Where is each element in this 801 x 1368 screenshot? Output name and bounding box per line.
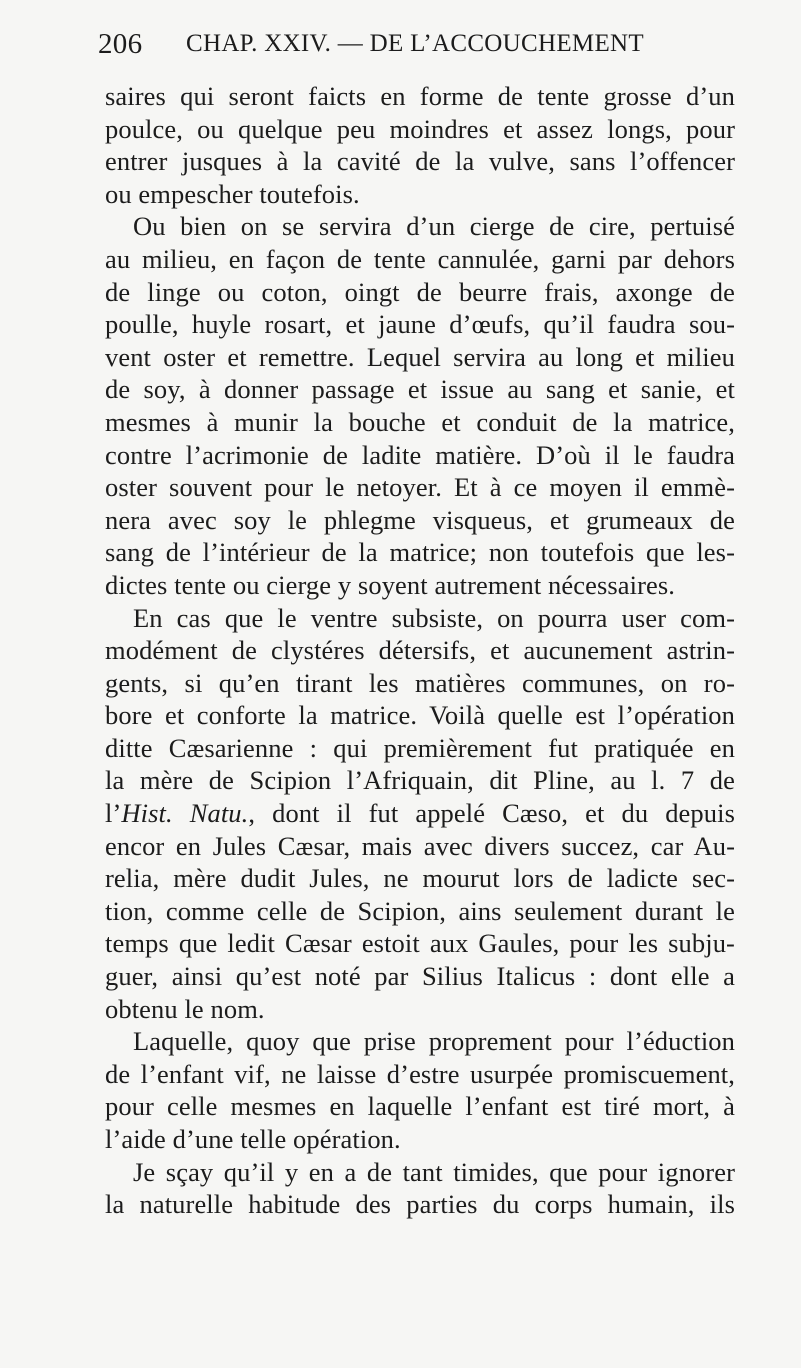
text-line: de soy, à donner passage et issue au sang et sanie, et [105, 374, 735, 405]
text-line: contre l’acrimonie de ladite matière. D’où il le faudra [105, 439, 735, 470]
text-line: de linge ou coton, oingt de beurre frais, axonge de [105, 276, 735, 307]
text-line: temps que ledit Cæsar estoit aux Gaules, pour les subju- [105, 928, 735, 959]
text-line: Je sçay qu’il y en a de tant timides, que pour ignorer [133, 1156, 735, 1187]
text-line: la mère de Scipion l’Afriquain, dit Pline, au l. 7 de [105, 765, 735, 796]
citation-title: Hist. Natu. [121, 798, 249, 829]
text-line: En cas que le ventre subsiste, on pourra user com- [133, 602, 735, 633]
text-line [105, 797, 735, 830]
text-line: ditte Cæsarienne : qui premièrement fut pratiquée en [105, 732, 735, 763]
text-line: sang de l’intérieur de la matrice; non toutefois que les- [105, 537, 735, 568]
body-text [105, 80, 735, 1221]
text-line: encor en Jules Cæsar, mais avec divers succez, car Au- [105, 830, 735, 861]
text-line: au milieu, en façon de tente cannulée, garni par dehors [105, 243, 735, 274]
running-head: CHAP. XXIV. — DE L’ACCOUCHEMENT [186, 30, 644, 57]
text-line: nera avec soy le phlegme visqueus, et grumeaux de [105, 504, 735, 535]
text-line: poulce, ou quelque peu moindres et assez longs, pour [105, 113, 735, 144]
page-header [98, 26, 728, 62]
line-prefix: l’ [105, 798, 122, 829]
text-line: vent oster et remettre. Lequel servira au long et milieu [105, 341, 735, 372]
text-line: guer, ainsi qu’est noté par Silius Italicus : dont elle a [105, 961, 735, 992]
text-line: saires qui seront faicts en forme de tente grosse d’un [105, 81, 735, 111]
text-line: dictes tente ou cierge y soyent autrement nécessaires. [105, 569, 676, 600]
text-line: bore et conforte la matrice. Voilà quelle est l’opération [105, 700, 735, 731]
text-line: ou empescher toutefois. [105, 178, 360, 209]
text-line: oster souvent pour le netoyer. Et à ce moyen il emmè- [105, 472, 735, 503]
text-line: Ou bien on se servira d’un cierge de cire, pertuisé [133, 211, 735, 242]
text-line: modément de clystéres détersifs, et aucunement astrin- [105, 635, 735, 666]
text-line: mesmes à munir la bouche et conduit de la matrice, [105, 406, 735, 437]
text-line: Laquelle, quoy que prise proprement pour l’éduction [133, 1026, 735, 1057]
line-suffix: , dont il fut appelé Cæso, et du depuis [248, 798, 735, 829]
text-line: gents, si qu’en tirant les matières communes, on ro- [105, 667, 735, 698]
text-line: la naturelle habitude des parties du corps humain, ils [105, 1189, 735, 1220]
text-line: tion, comme celle de Scipion, ains seulement durant le [105, 895, 735, 926]
text-line: obtenu le nom. [105, 993, 265, 1024]
text-line: de l’enfant vif, ne laisse d’estre usurpée promiscuement, [105, 1058, 735, 1089]
page-number: 206 [98, 28, 143, 60]
text-line: entrer jusques à la cavité de la vulve, sans l’offencer [105, 146, 735, 177]
text-line: poulle, huyle rosart, et jaune d’œufs, qu’il faudra sou- [105, 309, 735, 340]
text-line: l’aide d’une telle opération. [105, 1124, 401, 1154]
text-line: relia, mère dudit Jules, ne mourut lors de ladicte sec- [105, 863, 735, 894]
text-line: pour celle mesmes en laquelle l’enfant est tiré mort, à [105, 1091, 735, 1122]
